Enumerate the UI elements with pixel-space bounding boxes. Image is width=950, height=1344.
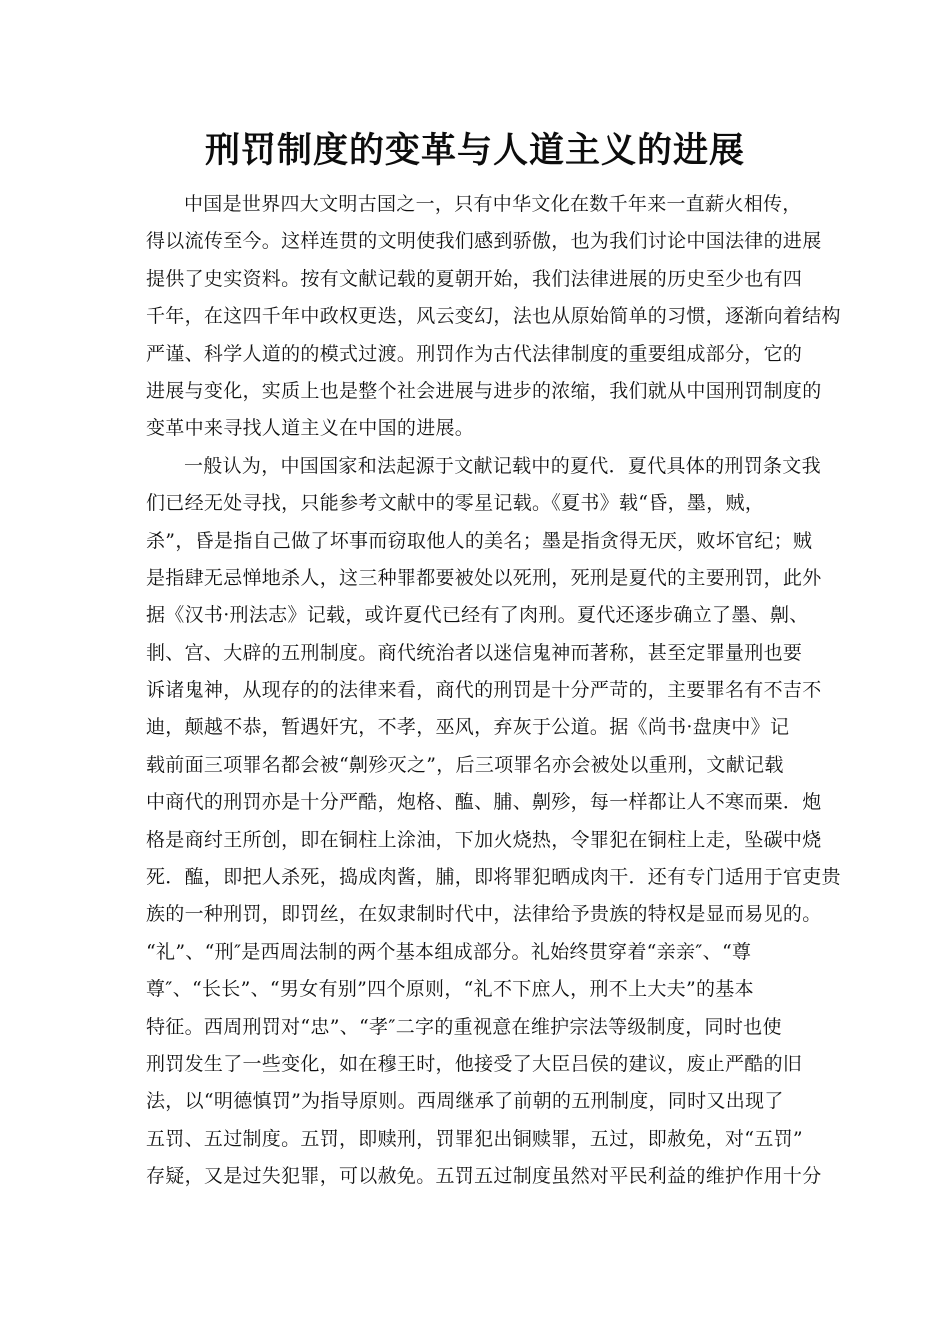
text-line bbox=[146, 1233, 818, 1270]
text-line: 特征。西周刑罚对“忠”、“孝″二字的重视意在维护宗法等级制度，同时也使 bbox=[146, 1015, 782, 1038]
text-line: 族的一种刑罚，即罚丝，在奴隶制时代中，法律给予贵族的特权是显而易见的。 bbox=[146, 903, 822, 926]
text-line: 中商代的刑罚亦是十分严酷，炮格、醢、脯、劓殄，每一样都让人不寒而栗．炮 bbox=[146, 791, 822, 814]
text-line: 法，以“明德慎罚”为指导原则。西周继承了前朝的五刑制度，同时又出现了 bbox=[146, 1090, 784, 1113]
text-line: 尊″、“长长”、“男女有别”四个原则，“礼不下庶人，刑不上大夫”的基本 bbox=[146, 978, 754, 1001]
text-line: 存疑，又是过失犯罪，可以赦免。五罚五过制度虽然对平民利益的维护作用十分 bbox=[146, 1165, 822, 1188]
paragraph-2 bbox=[146, 448, 841, 1271]
text-line: 得以流传至今。这样连贯的文明使我们感到骄傲，也为我们讨论中国法律的进展 bbox=[146, 230, 822, 253]
text-line: 是指肆无忌惮地杀人，这三种罪都要被处以死刑，死刑是夏代的主要刑罚，此外 bbox=[146, 566, 822, 589]
text-line: 提供了史实资料。按有文献记载的夏朝开始，我们法律进展的历史至少也有四 bbox=[146, 267, 803, 290]
text-line: 诉诸鬼神，从现存的的法律来看，商代的刑罚是十分严苛的，主要罪名有不吉不 bbox=[146, 679, 822, 702]
text-line: 死．醢，即把人杀死，捣成肉酱，脯，即将罪犯晒成肉干．还有专门适用于官吏贵 bbox=[146, 866, 841, 889]
text-line bbox=[146, 1196, 818, 1233]
document-body bbox=[146, 186, 841, 1270]
text-line: 们已经无处寻找，只能参考文献中的零星记载。《夏书》载“昏，墨，贼， bbox=[146, 492, 765, 515]
text-line: 严谨、科学人道的的模式过渡。刑罚作为古代法律制度的重要组成部分，它的 bbox=[146, 342, 803, 365]
text-line: “礼”、“刑″是西周法制的两个基本组成部分。礼始终贯穿着“亲亲″、“尊 bbox=[146, 940, 752, 963]
text-line: 载前面三项罪名都会被“劓殄灭之”，后三项罪名亦会被处以重刑，文献记载 bbox=[146, 753, 784, 776]
text-line: 剕、宫、大辟的五刑制度。商代统治者以迷信鬼神而著称，甚至定罪量刑也要 bbox=[146, 641, 803, 664]
text-line: 变革中来寻找人道主义在中国的进展。 bbox=[146, 417, 475, 440]
document-title: 刑罚制度的变革与人道主义的进展 bbox=[204, 131, 745, 171]
text-line: 千年，在这四千年中政权更迭，风云变幻，法也从原始简单的习惯，逐渐向着结构 bbox=[146, 305, 841, 328]
text-line: 进展与变化，实质上也是整个社会进展与进步的浓缩，我们就从中国刑罚制度的 bbox=[146, 379, 822, 402]
text-line: 中国是世界四大文明古国之一，只有中华文化在数千年来一直薪火相传， bbox=[184, 193, 802, 215]
text-line: 一般认为，中国国家和法起源于文献记载中的夏代．夏代具体的刑罚条文我 bbox=[184, 454, 821, 477]
text-line: 格是商纣王所创，即在铜柱上涂油，下加火烧热，令罪犯在铜柱上走，坠碳中烧 bbox=[146, 828, 822, 851]
paragraph-1 bbox=[146, 186, 841, 448]
text-line: 杀”，昏是指自己做了坏事而窃取他人的美名；墨是指贪得无厌，败坏官纪；贼 bbox=[146, 529, 813, 552]
text-line: 据《汉书·刑法志》记载，或许夏代已经有了肉刑。夏代还逐步确立了墨、劓、 bbox=[146, 604, 809, 627]
text-line: 刑罚发生了一些变化，如在穆王时，他接受了大臣吕侯的建议，废止严酷的旧 bbox=[146, 1052, 803, 1075]
text-line: 五罚、五过制度。五罚，即赎刑，罚罪犯出铜赎罪，五过，即赦免，对“五罚” bbox=[146, 1127, 803, 1150]
text-line: 迪，颠越不恭，暂遇奸宄，不孝，巫风，弃灰于公道。据《尚书·盘庚中》记 bbox=[146, 716, 790, 739]
